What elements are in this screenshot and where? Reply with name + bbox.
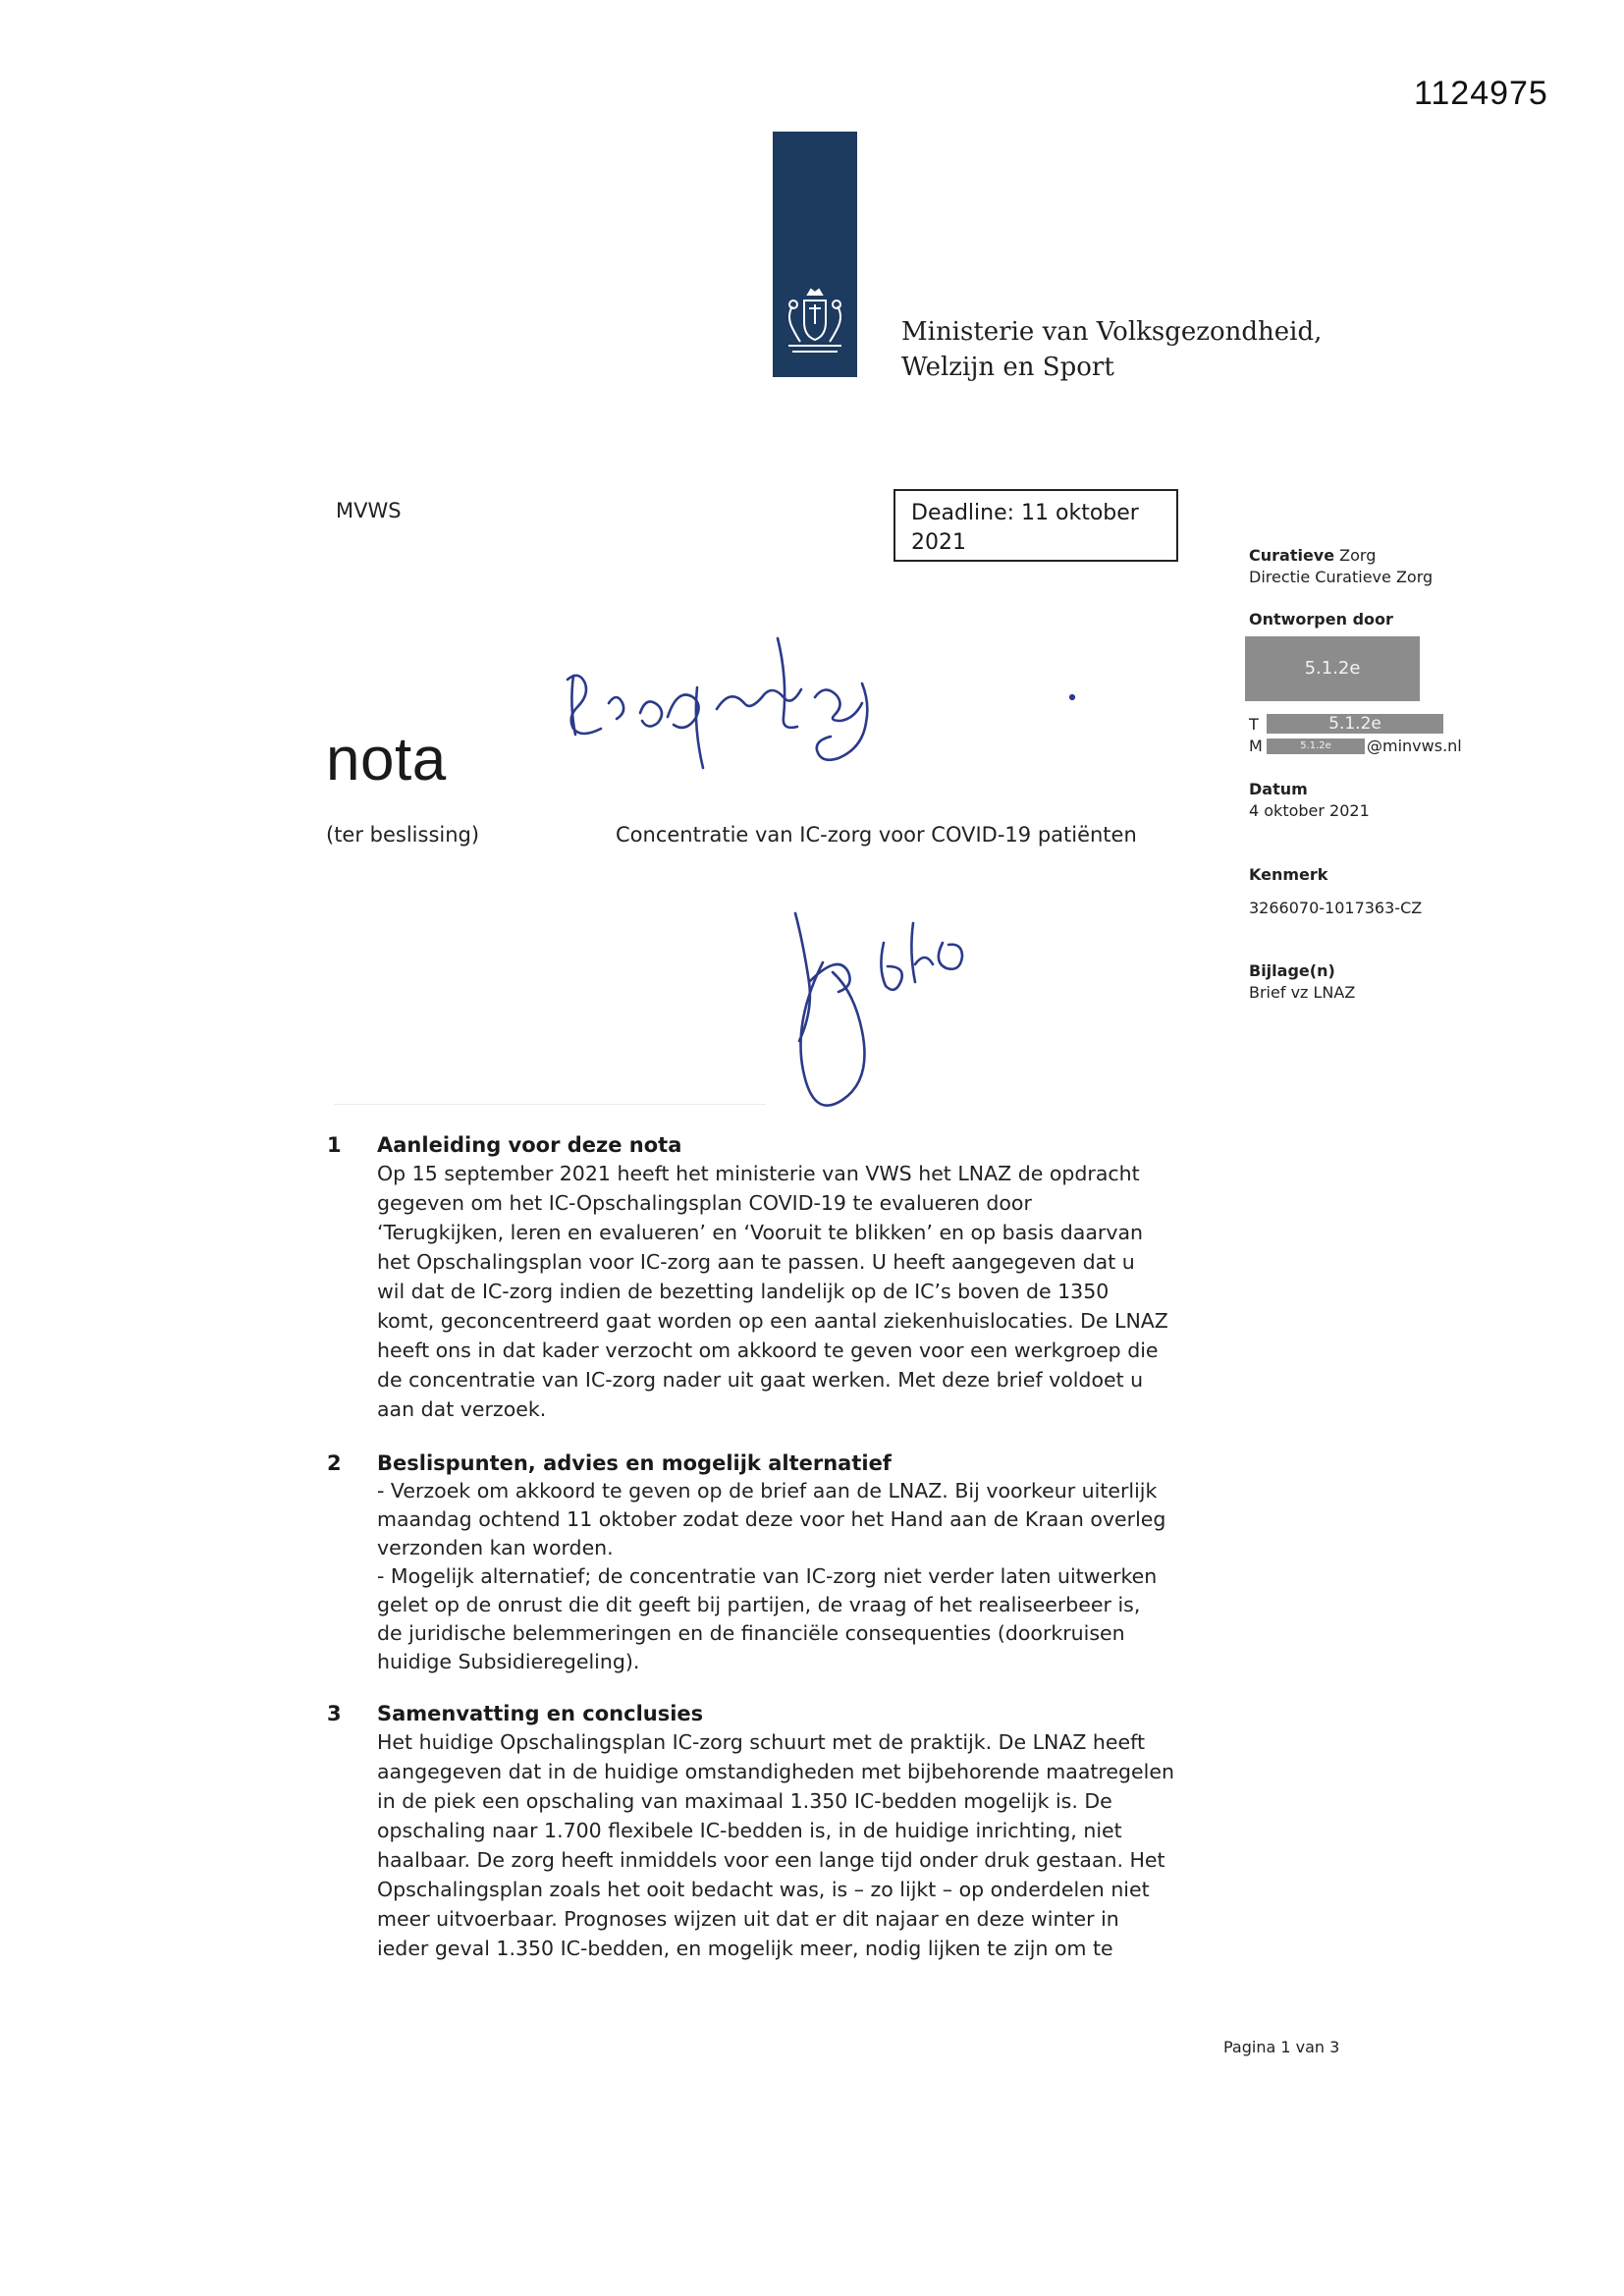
phone-prefix: T xyxy=(1249,715,1259,734)
text-line: gelet op de onrust die dit geeft bij partijen, de vraag of het realiseerbeer is, xyxy=(377,1593,1141,1616)
department xyxy=(1249,545,1376,567)
ministry-line-1: Ministerie van Volksgezondheid, xyxy=(901,317,1323,347)
text-line: - Verzoek om akkoord te geven op de brief aan de LNAZ. Bij voorkeur uiterlijk xyxy=(377,1479,1158,1503)
ministry-name xyxy=(901,314,1322,385)
divider xyxy=(334,1104,766,1105)
deadline-box xyxy=(893,489,1178,562)
text-line: wil dat de IC-zorg indien de bezetting landelijk op de IC’s boven de 1350 xyxy=(377,1280,1110,1303)
text-line: aangegeven dat in de huidige omstandigheden met bijbehorende maatregelen xyxy=(377,1760,1174,1783)
redaction-mail: 5.1.2e xyxy=(1267,738,1365,754)
text-line: huidige Subsidieregeling). xyxy=(377,1650,640,1673)
mail-prefix: M xyxy=(1249,737,1263,755)
handwritten-signature xyxy=(550,619,1100,786)
text-line: ieder geval 1.350 IC-bedden, en mogelijk meer, nodig lijken te zijn om te xyxy=(377,1937,1113,1960)
text-line: komt, geconcentreerd gaat worden op een aantal ziekenhuislocaties. De LNAZ xyxy=(377,1309,1168,1333)
designed-by-label: Ontworpen door xyxy=(1249,610,1393,629)
deadline-line-2: 2021 xyxy=(911,530,966,555)
date-value: 4 oktober 2021 xyxy=(1249,801,1370,820)
text-line: het Opschalingsplan voor IC-zorg aan te passen. U heeft aangegeven dat u xyxy=(377,1250,1135,1274)
section-number: 1 xyxy=(327,1133,342,1157)
section-body xyxy=(377,1477,1212,1676)
royal-coat-of-arms-icon xyxy=(775,285,855,363)
document-type: nota xyxy=(326,726,447,793)
section-heading: Aanleiding voor deze nota xyxy=(377,1133,682,1157)
text-line: Opschalingsplan zoals het ooit bedacht was, is – zo lijkt – op onderdelen niet xyxy=(377,1878,1150,1901)
attachment-label: Bijlage(n) xyxy=(1249,961,1335,980)
text-line: ‘Terugkijken, leren en evalueren’ en ‘Vooruit te blikken’ en op basis daarvan xyxy=(377,1221,1144,1244)
section-heading: Samenvatting en conclusies xyxy=(377,1702,704,1725)
section-heading: Beslispunten, advies en mogelijk alternatief xyxy=(377,1451,892,1475)
department-bold: Curatieve xyxy=(1249,546,1335,565)
reference-label: Kenmerk xyxy=(1249,865,1328,884)
ministry-line-2: Welzijn en Sport xyxy=(901,353,1114,382)
text-line: heeft ons in dat kader verzocht om akkoord te geven voor een werkgroep die xyxy=(377,1339,1159,1362)
text-line: Het huidige Opschalingsplan IC-zorg schuurt met de praktijk. De LNAZ heeft xyxy=(377,1730,1146,1754)
redaction-designed-by: 5.1.2e xyxy=(1245,636,1420,701)
text-line: de concentratie van IC-zorg nader uit gaat werken. Met deze brief voldoet u xyxy=(377,1368,1144,1392)
redaction-phone: 5.1.2e xyxy=(1267,714,1443,734)
section-body xyxy=(377,1727,1212,1963)
text-line: opschaling naar 1.700 flexibele IC-bedden is, in de huidige inrichting, niet xyxy=(377,1819,1122,1842)
deadline-line-1: Deadline: 11 oktober xyxy=(911,501,1139,525)
text-line: aan dat verzoek. xyxy=(377,1397,547,1421)
text-line: in de piek een opschaling van maximaal 1.350 IC-bedden mogelijk is. De xyxy=(377,1789,1112,1813)
text-line: - Mogelijk alternatief; de concentratie van IC-zorg niet verder laten uitwerken xyxy=(377,1564,1158,1588)
department-rest: Zorg xyxy=(1334,546,1377,565)
text-line: de juridische belemmeringen en de financiële consequenties (doorkruisen xyxy=(377,1621,1125,1645)
section-body xyxy=(377,1159,1212,1424)
reference-value: 3266070-1017363-CZ xyxy=(1249,899,1423,917)
sender: MVWS xyxy=(336,499,402,522)
handwritten-initials xyxy=(776,903,1001,1139)
document-number: 1124975 xyxy=(1414,75,1548,112)
text-line: haalbaar. De zorg heeft inmiddels voor een lange tijd onder druk gestaan. Het xyxy=(377,1848,1165,1872)
text-line: maandag ochtend 11 oktober zodat deze voor het Hand aan de Kraan overleg xyxy=(377,1507,1166,1531)
document-title: Concentratie van IC-zorg voor COVID-19 patiënten xyxy=(616,823,1137,847)
page-number: Pagina 1 van 3 xyxy=(1223,2038,1340,2056)
section-number: 3 xyxy=(327,1702,342,1725)
attachment-value: Brief vz LNAZ xyxy=(1249,983,1356,1002)
text-line: meer uitvoerbaar. Prognoses wijzen uit dat er dit najaar en deze winter in xyxy=(377,1907,1119,1931)
text-line: verzonden kan worden. xyxy=(377,1536,614,1559)
directorate: Directie Curatieve Zorg xyxy=(1249,568,1434,586)
section-number: 2 xyxy=(327,1451,342,1475)
text-line: Op 15 september 2021 heeft het ministerie van VWS het LNAZ de opdracht xyxy=(377,1162,1140,1185)
date-label: Datum xyxy=(1249,780,1308,798)
mail-suffix: @minvws.nl xyxy=(1367,737,1462,755)
document-subtype: (ter beslissing) xyxy=(326,823,480,847)
text-line: gegeven om het IC-Opschalingsplan COVID-19 te evalueren door xyxy=(377,1191,1032,1215)
